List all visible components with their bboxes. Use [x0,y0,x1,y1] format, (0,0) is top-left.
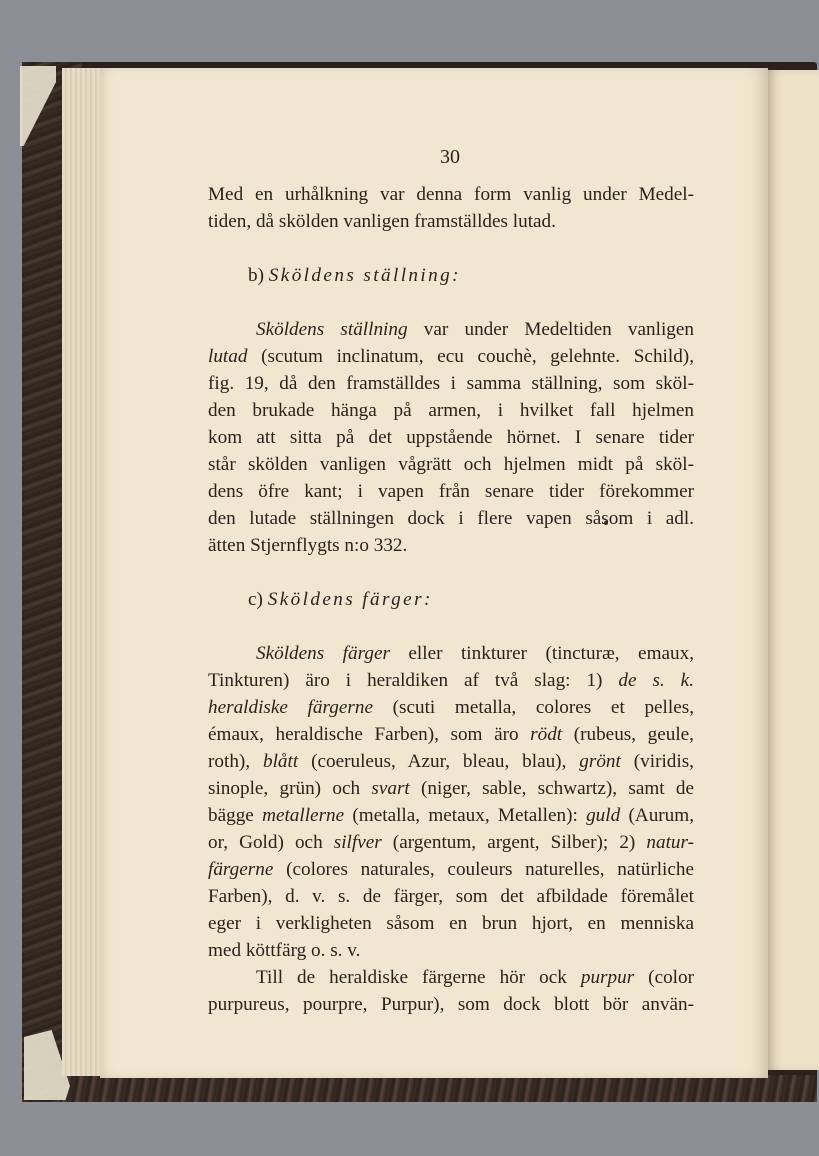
text-line: fig. 19, då den framställdes i samma ställning, som sköl- [208,373,694,394]
text-line: émaux, heraldische Farben), som äro rödt (rubeus, geule, [208,724,694,745]
text-line: lutad (scutum inclinatum, ecu couchè, gelehnte. Schild), [208,346,694,367]
text-line: Med en urhålkning var denna form vanlig under Medel- [208,184,694,205]
text-line: purpureus, pourpre, Purpur), som dock blott bör använ- [208,994,694,1015]
text-line: roth), blått (coeruleus, Azur, bleau, blau), grönt (viridis, [208,751,694,772]
facing-page-edge [768,70,819,1070]
text-line: dens öfre kant; i vapen från senare tider förekommer [208,481,694,502]
text-line: eger i verkligheten såsom en brun hjort, en menniska [208,913,694,934]
section-heading-c: c) Sköldens färger: [248,589,433,610]
text-line: den brukade hänga på armen, i hvilket fall hjelmen [208,400,694,421]
section-heading-b: b) Sköldens ställning: [248,265,461,286]
text-line: Sköldens ställning var under Medeltiden vanligen [256,319,695,340]
text-line: tiden, då skölden vanligen framställdes lutad. [208,211,556,232]
marbled-cover-bottom [60,1075,817,1102]
text-line: står skölden vanligen vågrätt och hjelmen midt på sköl- [208,454,694,475]
text-line: or, Gold) och silfver (argentum, argent, Silber); 2) natur- [208,832,694,853]
text-line: heraldiske färgerne (scuti metalla, colores et pelles, [208,697,695,718]
text-line: kom att sitta på det uppstående hörnet. I senare tider [208,427,694,448]
page-number: 30 [440,146,460,168]
text-line: Sköldens färger eller tinkturer (tincturæ, emaux, [256,643,694,664]
text-line: bägge metallerne (metalla, metaux, Metallen): guld (Aurum, [208,805,694,826]
text-line: sinople, grün) och svart (niger, sable, schwartz), samt de [208,778,694,799]
text-line: Tinkturen) äro i heraldiken af två slag: 1) de s. k. [208,670,694,691]
text-line: ätten Stjernflygts n:o 332. [208,535,408,556]
text-line: den lutade ställningen dock i flere vapen såsom i adl. [208,508,694,529]
text-line: Till de heraldiske färgerne hör ock purpur (color [256,967,694,988]
page-text [208,181,694,1018]
text-line: färgerne (colores naturales, couleurs naturelles, natürliche [208,859,694,880]
text-line: Farben), d. v. s. de färger, som det afbildade föremålet [208,886,694,907]
text-line: med köttfärg o. s. v. [208,940,361,961]
